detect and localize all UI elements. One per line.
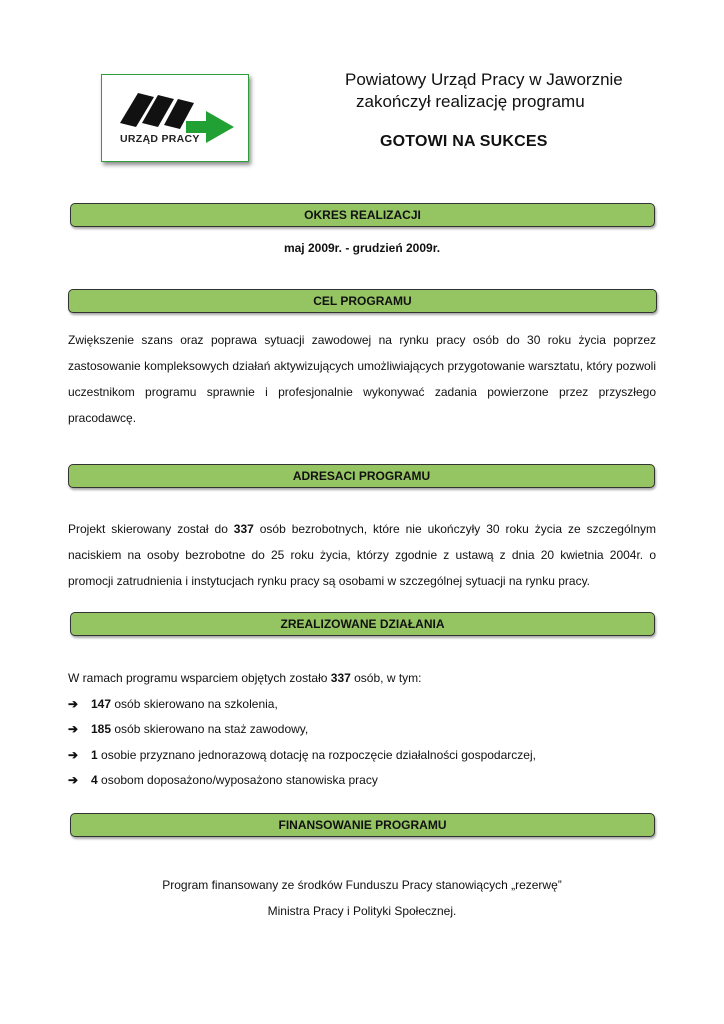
- right-arrow-icon: ➔: [68, 773, 79, 788]
- right-arrow-icon: ➔: [68, 747, 79, 762]
- adresaci-text-after: osób bezrobotnych, które nie ukończyły 30 roku życia ze szczególnym naciskiem na osoby bezrobotne do 25 roku życia, którzy zgodnie z ustawą z dnia 20 kwietnia 2004r. o promocji zatrudnienia i instytucjach rynku pracy są osobami w szczególnej sytuacji na rynku pracy.: [68, 522, 656, 588]
- list-item-text: osobie przyznano jednorazową dotację na rozpoczęcie działalności gospodarczej,: [97, 747, 536, 762]
- dzialania-intro-count: 337: [330, 671, 351, 685]
- list-item: [68, 691, 668, 717]
- dzialania-list: [68, 666, 668, 793]
- section-bar-dzialania: ZREALIZOWANE DZIAŁANIA: [70, 612, 655, 636]
- list-item: [68, 717, 668, 743]
- list-item-text: osób skierowano na staż zawodowy,: [111, 722, 309, 737]
- right-arrow-icon: ➔: [68, 696, 79, 711]
- okres-text: maj 2009r. - grudzień 2009r.: [283, 241, 441, 255]
- section-bar-cel: CEL PROGRAMU: [68, 289, 657, 313]
- dzialania-intro-after: osób, w tym:: [350, 671, 422, 685]
- list-item: [68, 742, 668, 768]
- list-item-num: 1: [91, 747, 98, 762]
- finansowanie-line-2: Ministra Pracy i Polityki Społecznej.: [267, 904, 457, 918]
- section-bar-finansowanie: FINANSOWANIE PROGRAMU: [70, 813, 655, 837]
- list-item-num: 185: [91, 722, 112, 737]
- section-bar-adresaci: ADRESACI PROGRAMU: [68, 464, 655, 488]
- logo: [101, 74, 249, 162]
- list-item: [68, 768, 668, 794]
- dzialania-intro-before: W ramach programu wsparciem objętych zostało: [68, 671, 331, 685]
- section-bar-okres: OKRES REALIZACJI: [70, 203, 655, 227]
- dzialania-intro: [68, 666, 668, 691]
- list-item-text: osób skierowano na szkolenia,: [111, 696, 278, 711]
- adresaci-count: 337: [233, 522, 254, 536]
- logo-text: URZĄD PRACY: [120, 133, 200, 145]
- cel-text: Zwiększenie szans oraz poprawa sytuacji zawodowej na rynku pracy osób do 30 roku życia poprzez zastosowanie kompleksowych działań aktywizujących umożliwiających przygotowanie warsztatu, który pozwoli uczestnikom programu sprawnie i profesjonalnie wykonywać zadania powierzone przez przyszłego pracodawcę.: [68, 333, 656, 425]
- list-item-text: osobom doposażono/wyposażono stanowiska pracy: [97, 773, 378, 788]
- adresaci-text-before: Projekt skierowany został do: [68, 522, 234, 536]
- logo-graphic: [102, 75, 248, 161]
- adresaci-text: [68, 516, 656, 594]
- finansowanie-line-1: Program finansowany ze środków Funduszu Pracy stanowiących „rezerwę”: [162, 878, 562, 892]
- right-arrow-icon: ➔: [68, 722, 79, 737]
- header-line-2: zakończył realizację programu: [356, 92, 585, 111]
- list-item-num: 4: [91, 773, 98, 788]
- list-item-num: 147: [91, 696, 112, 711]
- page-title: GOTOWI NA SUKCES: [380, 133, 548, 150]
- header-line-1: Powiatowy Urząd Pracy w Jaworznie: [345, 70, 623, 89]
